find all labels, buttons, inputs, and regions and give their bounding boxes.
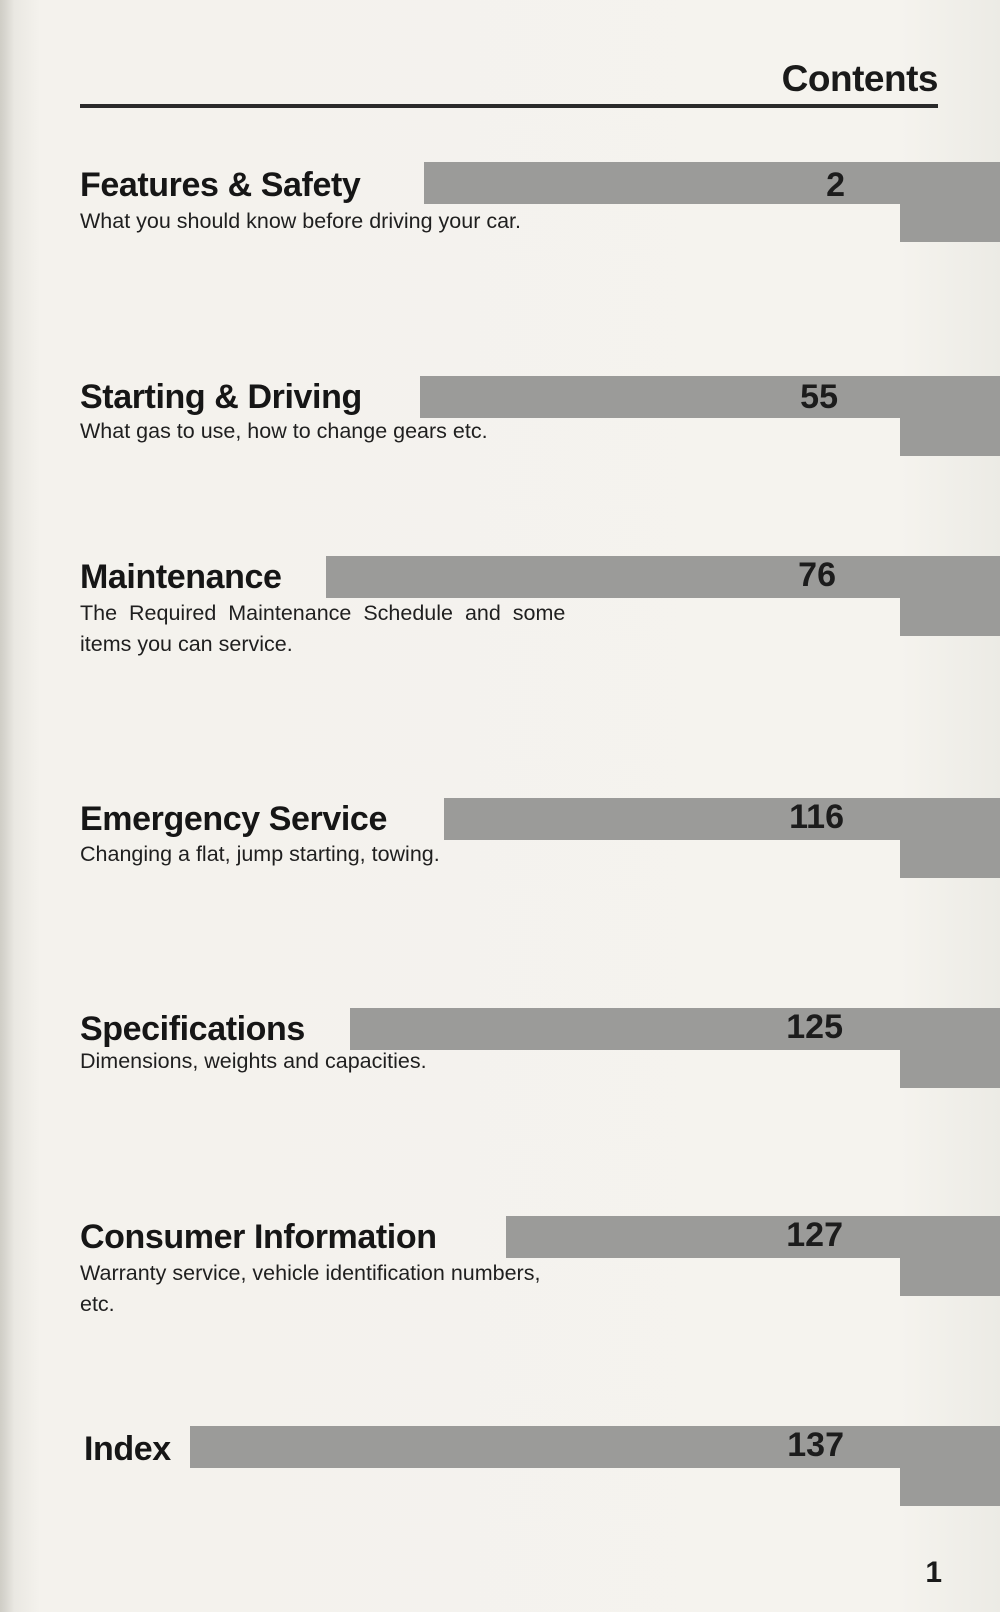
section-description [80,206,521,237]
section-tab [900,162,1000,242]
section-description [80,839,440,870]
description-line: What you should know before driving your car. [80,209,521,233]
section-title[interactable]: Maintenance [80,558,282,596]
section-page-number: 76 [798,556,836,594]
description-line: Changing a flat, jump starting, towing. [80,842,440,866]
section-title[interactable]: Consumer Information [80,1218,437,1256]
section-description [80,416,488,447]
section-page-number: 127 [786,1216,843,1254]
description-line: The Required Maintenance Schedule and some [80,601,566,625]
description-line: Warranty service, vehicle identification numbers, [80,1261,541,1285]
description-line: What gas to use, how to change gears etc. [80,419,488,443]
description-line: Dimensions, weights and capacities. [80,1049,427,1073]
section-title[interactable]: Features & Safety [80,166,361,204]
section-description [80,1258,540,1320]
section-page-number: 116 [789,798,844,836]
section-bar [190,1426,1000,1468]
section-title[interactable]: Index [84,1430,171,1468]
section-page-number: 55 [800,378,838,416]
section-title[interactable]: Specifications [80,1010,305,1048]
description-line: etc. [80,1292,115,1316]
section-tab [900,1008,1000,1088]
page-edge-shadow [0,0,14,1612]
section-title[interactable]: Emergency Service [80,800,387,838]
section-tab [900,556,1000,636]
section-tab [900,376,1000,456]
section-page-number: 2 [826,166,845,204]
description-line: items you can service. [80,632,293,656]
section-bar [326,556,1000,598]
section-title[interactable]: Starting & Driving [80,378,362,416]
section-tab [900,798,1000,878]
section-description [80,598,565,660]
title-rule [80,104,938,108]
section-page-number: 125 [786,1008,843,1046]
section-tab [900,1216,1000,1296]
section-description [80,1046,427,1077]
section-tab [900,1426,1000,1506]
section-page-number: 137 [787,1426,844,1464]
page-title: Contents [781,58,938,99]
page-number: 1 [925,1556,942,1589]
